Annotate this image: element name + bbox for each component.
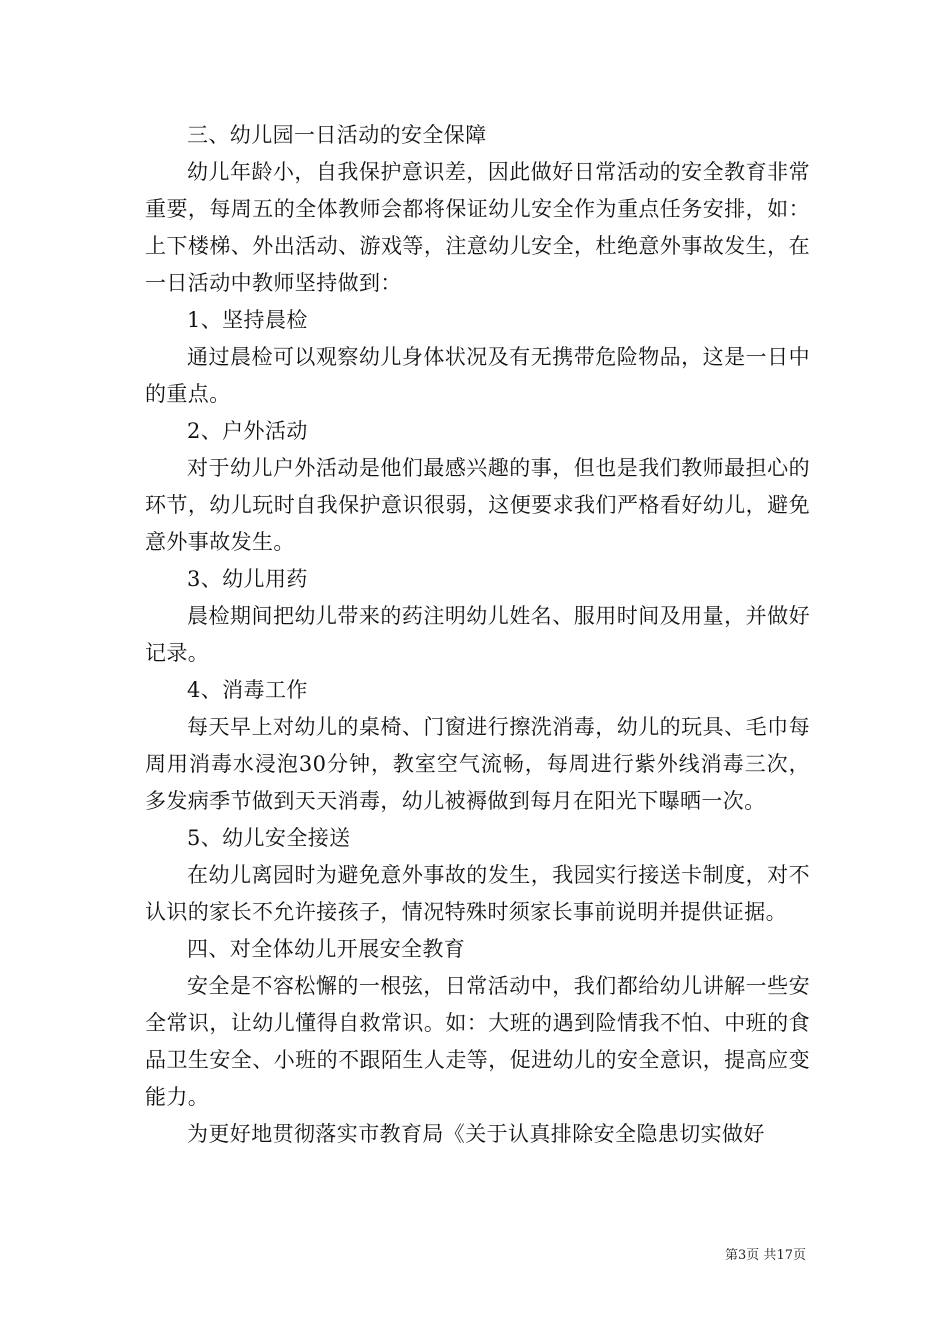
body-paragraph: 通过晨检可以观察幼儿身体状况及有无携带危险物品，这是一日中的重点。 xyxy=(145,345,810,406)
page-suffix: 页 xyxy=(792,1248,806,1263)
total-pages-number: 17 xyxy=(776,1248,793,1263)
section-heading-3: 三、幼儿园一日活动的安全保障 xyxy=(187,123,487,147)
body-paragraph: 在幼儿离园时为避免意外事故的发生，我园实行接送卡制度，对不认识的家长不允许接孩子，情况特殊时须家长事前说明并提供证据。 xyxy=(145,863,810,924)
current-page-number: 3 xyxy=(738,1248,747,1263)
subheading-outdoor-activity: 2、户外活动 xyxy=(187,419,308,443)
body-paragraph: 幼儿年龄小，自我保护意识差，因此做好日常活动的安全教育非常重要，每周五的全体教师会都将保证幼儿安全作为重点任务安排，如：上下楼梯、外出活动、游戏等，注意幼儿安全，杜绝意外事故发生，在一日活动中教师坚持做到： xyxy=(145,160,810,295)
body-paragraph: 为更好地贯彻落实市教育局《关于认真排除安全隐患切实做好 xyxy=(187,1122,765,1146)
document-body xyxy=(145,117,810,1153)
subheading-medication: 3、幼儿用药 xyxy=(187,567,308,591)
body-paragraph: 安全是不容松懈的一根弦，日常活动中，我们都给幼儿讲解一些安全常识，让幼儿懂得自救常识。如：大班的遇到险情我不怕、中班的食品卫生安全、小班的不跟陌生人走等，促进幼儿的安全意识，提高应变能力。 xyxy=(145,974,810,1109)
page-middle-text: 页 共 xyxy=(746,1248,777,1263)
body-paragraph: 每天早上对幼儿的桌椅、门窗进行擦洗消毒，幼儿的玩具、毛巾每周用消毒水浸泡30分钟，教室空气流畅，每周进行紫外线消毒三次，多发病季节做到天天消毒，幼儿被褥做到每月在阳光下曝晒一次。 xyxy=(145,715,810,813)
page-prefix: 第 xyxy=(725,1248,739,1263)
section-heading-4: 四、对全体幼儿开展安全教育 xyxy=(187,937,466,961)
subheading-disinfection: 4、消毒工作 xyxy=(187,678,308,702)
page-number-footer xyxy=(0,1244,806,1263)
subheading-pickup-safety: 5、幼儿安全接送 xyxy=(187,826,351,850)
body-paragraph: 晨检期间把幼儿带来的药注明幼儿姓名、服用时间及用量，并做好记录。 xyxy=(145,604,810,665)
subheading-morning-check: 1、坚持晨检 xyxy=(187,308,308,332)
body-paragraph: 对于幼儿户外活动是他们最感兴趣的事，但也是我们教师最担心的环节，幼儿玩时自我保护意识很弱，这便要求我们严格看好幼儿，避免意外事故发生。 xyxy=(145,456,810,554)
